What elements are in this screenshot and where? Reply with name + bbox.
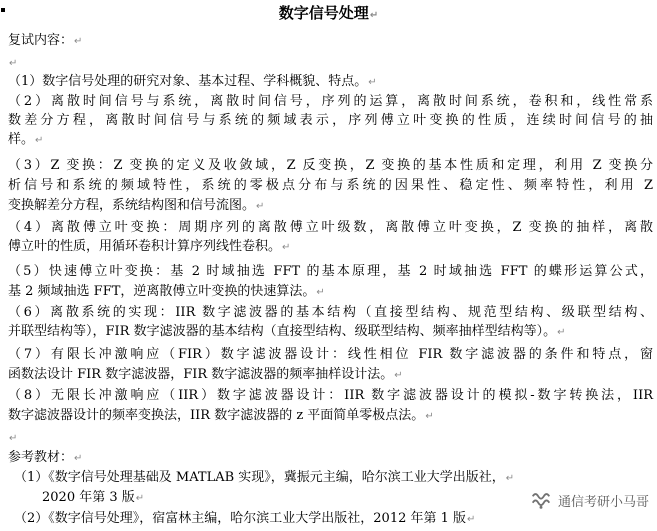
paragraph-mark-icon: ↵	[35, 135, 44, 146]
content-line: （7）有限长冲激响应（FIR）数字滤波器设计：线性相位 FIR 数字滤波器的条件和特点，窗	[8, 347, 653, 362]
content-line: （6）离散系统的实现：IIR 数字滤波器的基本结构（直接型结构、规范型结构、级联型结构、	[8, 305, 653, 320]
content-line: （8）无限长冲激响应（IIR）数字滤波器设计：IIR 数字滤波器设计的模拟-数字转换法，IIR	[8, 388, 653, 403]
content-line: 并联型结构等），FIR 数字滤波器的基本结构（直接型结构、级联型结构、频率抽样型结构等）。↵	[8, 324, 566, 339]
reference-item: （2）《数字信号处理》，宿富林主编，哈尔滨工业大学出版社，2012 年第 1 版↵	[14, 511, 476, 526]
references-heading: 参考教材：↵	[8, 450, 83, 465]
content-line: 数差分方程，离散时间信号与系统的频域表示，序列傅立叶变换的性质，连续时间信号的抽	[8, 113, 653, 128]
section-heading: 复试内容：↵	[8, 33, 83, 48]
content-line: 样。↵	[8, 132, 44, 147]
paragraph-mark-icon: ↵	[394, 370, 403, 381]
content-line: （4）离散傅立叶变换：周期序列的离散傅立叶级数，离散傅立叶变换，Z 变换的抽样，离散	[8, 220, 653, 235]
content-line: 傅立叶的性质，用循环卷积计算序列线性卷积。↵	[8, 239, 291, 254]
empty-paragraph	[8, 429, 17, 447]
paragraph-mark-icon: ↵	[256, 201, 265, 212]
paragraph-mark-icon: ↵	[467, 514, 476, 525]
content-line: （5）快速傅立叶变换：基 2 时域抽选 FFT 的基本原理，基 2 时域抽选 FFT 的蝶形运算公式，	[8, 264, 653, 279]
watermark-text: 通信考研小马哥	[557, 494, 649, 510]
reference-item-continuation: 2020 年第 3 版↵	[42, 490, 145, 505]
content-line: 变换解差分方程，系统结构图和信号流图。↵	[8, 198, 265, 213]
content-line: 析信号和系统的频域特性，系统的零极点分布与系统的因果性、稳定性、频率特性，利用 Z	[8, 178, 653, 193]
paragraph-mark-icon: ↵	[74, 36, 83, 47]
paragraph-mark-icon: ↵	[505, 473, 515, 484]
paragraph-mark-icon: ↵	[135, 493, 145, 504]
paragraph-mark-icon: ↵	[9, 433, 18, 444]
paragraph-mark-icon: ↵	[282, 242, 291, 253]
paragraph-mark-icon: ↵	[368, 77, 377, 88]
document-title: 数字信号处理↵	[278, 4, 379, 22]
content-line: 基 2 频域抽选 FFT，逆离散傅立叶变换的快速算法。↵	[8, 284, 325, 299]
channel-watermark	[530, 489, 649, 511]
content-line: 数字滤波器设计的频率变换法，IIR 数字滤波器的 z 平面简单零极点法。↵	[8, 408, 434, 423]
content-line: （3）Z 变换：Z 变换的定义及收敛域，Z 反变换，Z 变换的基本性质和定理，利用 Z 变换分	[8, 158, 653, 173]
content-line: 函数法设计 FIR 数字滤波器，FIR 数字滤波器的频率抽样设计法。↵	[8, 367, 403, 382]
content-line: （1）数字信号处理的研究对象、基本过程、学科概貌、特点。↵	[8, 74, 377, 89]
paragraph-mark-icon: ↵	[9, 58, 18, 69]
wechat-channel-icon	[530, 489, 552, 511]
paragraph-mark-icon: ↵	[557, 327, 566, 338]
reference-item: （1）《数字信号处理基础及 MATLAB 实现》，冀振元主编，哈尔滨工业大学出版社，↵	[14, 470, 515, 485]
paragraph-mark-icon: ↵	[369, 10, 379, 21]
paragraph-mark-icon: ↵	[316, 287, 325, 298]
content-line: （2）离散时间信号与系统，离散时间信号，序列的运算，离散时间系统，卷积和，线性常系	[8, 94, 653, 109]
empty-paragraph	[8, 54, 17, 72]
paragraph-mark-icon: ↵	[425, 411, 434, 422]
paragraph-mark-icon: ↵	[74, 453, 83, 464]
